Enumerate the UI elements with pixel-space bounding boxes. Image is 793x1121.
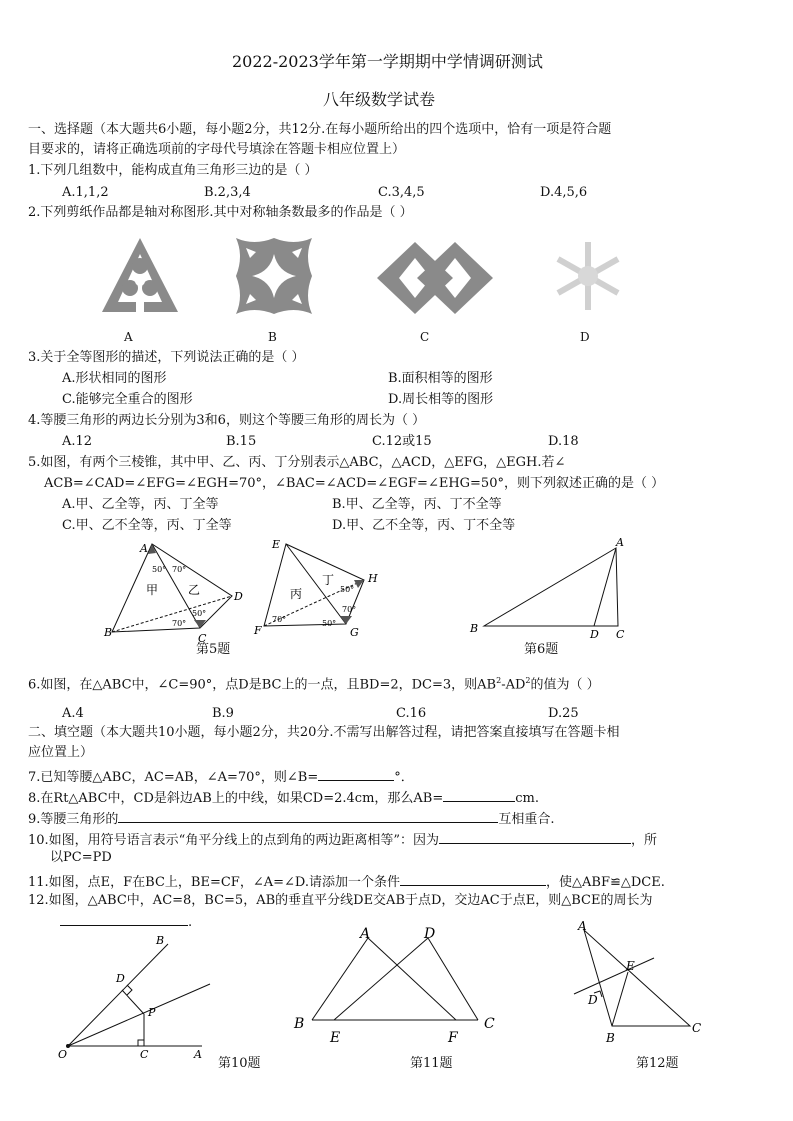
q11-pre: 11.如图，点E，F在BC上，BE=CF，∠A=∠D.请添加一个条件 <box>28 875 400 890</box>
q6-stem-pre: 6.如图，在△ABC中，∠C=90°，点D是BC上的一点，且BD=2，DC=3，则AB <box>28 677 497 693</box>
q4-stem: 4.等腰三角形的两边长分别为3和6，则这个等腰三角形的周长为（ ） <box>28 413 426 428</box>
papercut-c-image <box>375 240 495 316</box>
q12-label-c: C <box>692 1021 702 1035</box>
q5-angle-g50: 50° <box>322 619 337 628</box>
q11-figure <box>290 924 500 1052</box>
q3-option-d: D.周长相等的图形 <box>388 392 494 407</box>
q7-pre: 7.已知等腰△ABC，AC=AB，∠A=70°，则∠B= <box>28 770 319 785</box>
q12-stem: 12.如图，△ABC中，AC=8，BC=5，AB的垂直平分线DE交AB于点D，交边AC于点E，则△BCE的周长为 <box>28 893 653 908</box>
q6-stem-post: 的值为（ ） <box>530 677 600 693</box>
q11-label-c: C <box>484 1016 495 1032</box>
q11-answer-blank[interactable] <box>400 872 546 886</box>
q12-label-d: D <box>588 993 598 1007</box>
q10-label-d: D <box>116 972 125 985</box>
q6-stem <box>28 676 600 694</box>
q10-post: ，所 <box>630 833 657 848</box>
papercut-d-image <box>548 236 628 316</box>
q10-stem-cont: 以PC=PD <box>50 850 112 865</box>
q8-answer-blank[interactable] <box>443 788 515 802</box>
page-title: 2022-2023学年第一学期期中学情调研测试 <box>232 52 543 71</box>
q11-post: ，使△ABF≌△DCE. <box>546 875 665 890</box>
q6-caption: 第6题 <box>524 642 559 657</box>
q4-option-d: D.18 <box>548 434 579 449</box>
q9-post: 互相重合. <box>498 812 555 827</box>
q1-stem: 1.下列几组数中，能构成直角三角形三边的是（ ） <box>28 163 318 178</box>
q12-caption: 第12题 <box>636 1056 679 1071</box>
q10-caption: 第10题 <box>218 1056 261 1071</box>
q8-post: cm. <box>515 791 539 806</box>
q5-label-a: A <box>140 542 148 555</box>
q1-option-b: B.2,3,4 <box>204 185 251 200</box>
q7-stem <box>28 767 414 786</box>
q12-label-b: B <box>606 1031 615 1045</box>
q6-label-b: B <box>470 622 479 635</box>
q10-stem <box>28 830 657 849</box>
q10-label-b: B <box>156 934 165 947</box>
q5-angle-f70: 70° <box>272 615 287 624</box>
q5-label-jia: 甲 <box>146 583 159 597</box>
papercut-b-image <box>234 236 314 316</box>
q12-answer-line <box>60 912 192 931</box>
q4-option-b: B.15 <box>226 434 257 449</box>
section2-heading-cont: 应位置上） <box>28 745 94 760</box>
q1-option-a: A.1,1,2 <box>62 185 109 200</box>
section1-heading-cont: 目要求的，请将正确选项前的字母代号填涂在答题卡相应位置上） <box>28 142 406 157</box>
q9-stem <box>28 809 555 828</box>
q6-label-c: C <box>616 628 625 640</box>
q6-option-c: C.16 <box>396 706 427 721</box>
q5-option-b: B.甲、乙全等，丙、丁不全等 <box>332 497 502 512</box>
q12-label-e: E <box>626 959 635 973</box>
section2-heading: 二、填空题（本大题共10小题，每小题2分，共20分.不需写出解答过程，请把答案直接填写在答题卡相 <box>28 725 620 740</box>
section1-heading: 一、选择题（本大题共6小题，每小题2分，共12分.在每小题所给出的四个选项中，恰有一项是符合题 <box>28 122 612 137</box>
q5-label-h: H <box>368 572 378 585</box>
q6-option-d: D.25 <box>548 706 579 721</box>
q10-answer-blank[interactable] <box>439 830 631 844</box>
papercut-a-image <box>100 236 180 316</box>
q6-label-d: D <box>590 628 599 640</box>
q11-caption: 第11题 <box>410 1056 453 1071</box>
q10-label-a: A <box>194 1048 202 1061</box>
q10-label-o: O <box>58 1048 68 1061</box>
papercut-label-a: A <box>124 330 133 344</box>
q11-label-a: A <box>360 926 371 942</box>
q6-stem-mid: -AD <box>501 677 526 693</box>
q9-answer-blank[interactable] <box>118 809 498 823</box>
q5-label-d: D <box>234 590 243 603</box>
q5-label-yi: 乙 <box>188 583 201 597</box>
q5-label-bing: 丙 <box>290 587 303 601</box>
q10-label-p: P <box>148 1006 156 1019</box>
q6-sup2: 2 <box>525 676 531 685</box>
q5-angle-a70: 70° <box>172 565 187 574</box>
q5-option-d: D.甲、乙不全等，丙、丁不全等 <box>332 518 516 533</box>
q6-option-a: A.4 <box>62 706 84 721</box>
q5-label-b: B <box>104 626 113 639</box>
q10-label-c: C <box>140 1048 149 1061</box>
q5-caption: 第5题 <box>196 642 231 657</box>
q4-option-c: C.12或15 <box>372 434 432 449</box>
q11-label-f: F <box>448 1030 458 1046</box>
q5-angle-h50: 50° <box>340 585 355 594</box>
q11-label-e: E <box>330 1030 341 1046</box>
q6-figure <box>466 538 636 640</box>
q6-sup1: 2 <box>496 676 502 685</box>
q3-stem: 3.关于全等图形的描述，下列说法正确的是（ ） <box>28 350 305 365</box>
q6-label-a: A <box>616 538 624 549</box>
q5-label-f: F <box>254 624 262 637</box>
q5-angle-g70: 70° <box>342 605 357 614</box>
q12-figure <box>568 918 708 1050</box>
q3-option-a: A.形状相同的图形 <box>62 371 167 386</box>
q8-pre: 8.在Rt△ABC中，CD是斜边AB上的中线，如果CD=2.4cm，那么AB= <box>28 791 444 806</box>
q11-label-d: D <box>424 926 436 942</box>
q5-stem-cont: ACB=∠CAD=∠EFG=∠EGH=70°，∠BAC=∠ACD=∠EGF=∠EHG=50°，则下列叙述正确的是（ ） <box>44 476 665 491</box>
q11-stem <box>28 872 665 891</box>
q5-label-e: E <box>271 538 280 551</box>
q5-angle-a50: 50° <box>152 565 167 574</box>
q3-option-b: B.面积相等的图形 <box>388 371 493 386</box>
q6-option-b: B.9 <box>212 706 234 721</box>
papercut-label-b: B <box>268 330 277 344</box>
q10-pre: 10.如图，用符号语言表示“角平分线上的点到角的两边距离相等”：因为 <box>28 833 439 848</box>
q10-figure <box>56 934 216 1062</box>
q5-label-c: C <box>198 632 207 645</box>
q5-label-g: G <box>350 626 359 639</box>
q5-stem: 5.如图，有两个三棱锥，其中甲、乙、丙、丁分别表示△ABC，△ACD，△EFG，△EGH.若∠ <box>28 455 566 470</box>
q9-pre: 9.等腰三角形的 <box>28 812 119 827</box>
q5-option-a: A.甲、乙全等，丙、丁全等 <box>62 497 219 512</box>
q12-answer-blank[interactable] <box>60 912 188 926</box>
q5-label-ding: 丁 <box>322 573 335 587</box>
q7-post: °． <box>394 770 414 785</box>
q5-angle-c70: 70° <box>172 619 187 628</box>
q7-answer-blank[interactable] <box>318 767 394 781</box>
q1-option-d: D.4,5,6 <box>540 185 588 200</box>
q1-option-c: C.3,4,5 <box>378 185 425 200</box>
q12-label-a: A <box>578 919 587 933</box>
q5-figure <box>96 536 378 646</box>
q11-label-b: B <box>294 1016 305 1032</box>
q5-option-c: C.甲、乙不全等，丙、丁全等 <box>62 518 232 533</box>
q4-option-a: A.12 <box>62 434 93 449</box>
q5-angle-c50: 50° <box>192 609 207 618</box>
papercut-label-d: D <box>580 330 590 344</box>
q3-option-c: C.能够完全重合的图形 <box>62 392 193 407</box>
q2-stem: 2.下列剪纸作品都是轴对称图形.其中对称轴条数最多的作品是（ ） <box>28 205 413 220</box>
q12-post: . <box>188 915 193 930</box>
papercut-label-c: C <box>420 330 430 344</box>
page-subtitle: 八年级数学试卷 <box>323 90 436 109</box>
q8-stem <box>28 788 539 807</box>
